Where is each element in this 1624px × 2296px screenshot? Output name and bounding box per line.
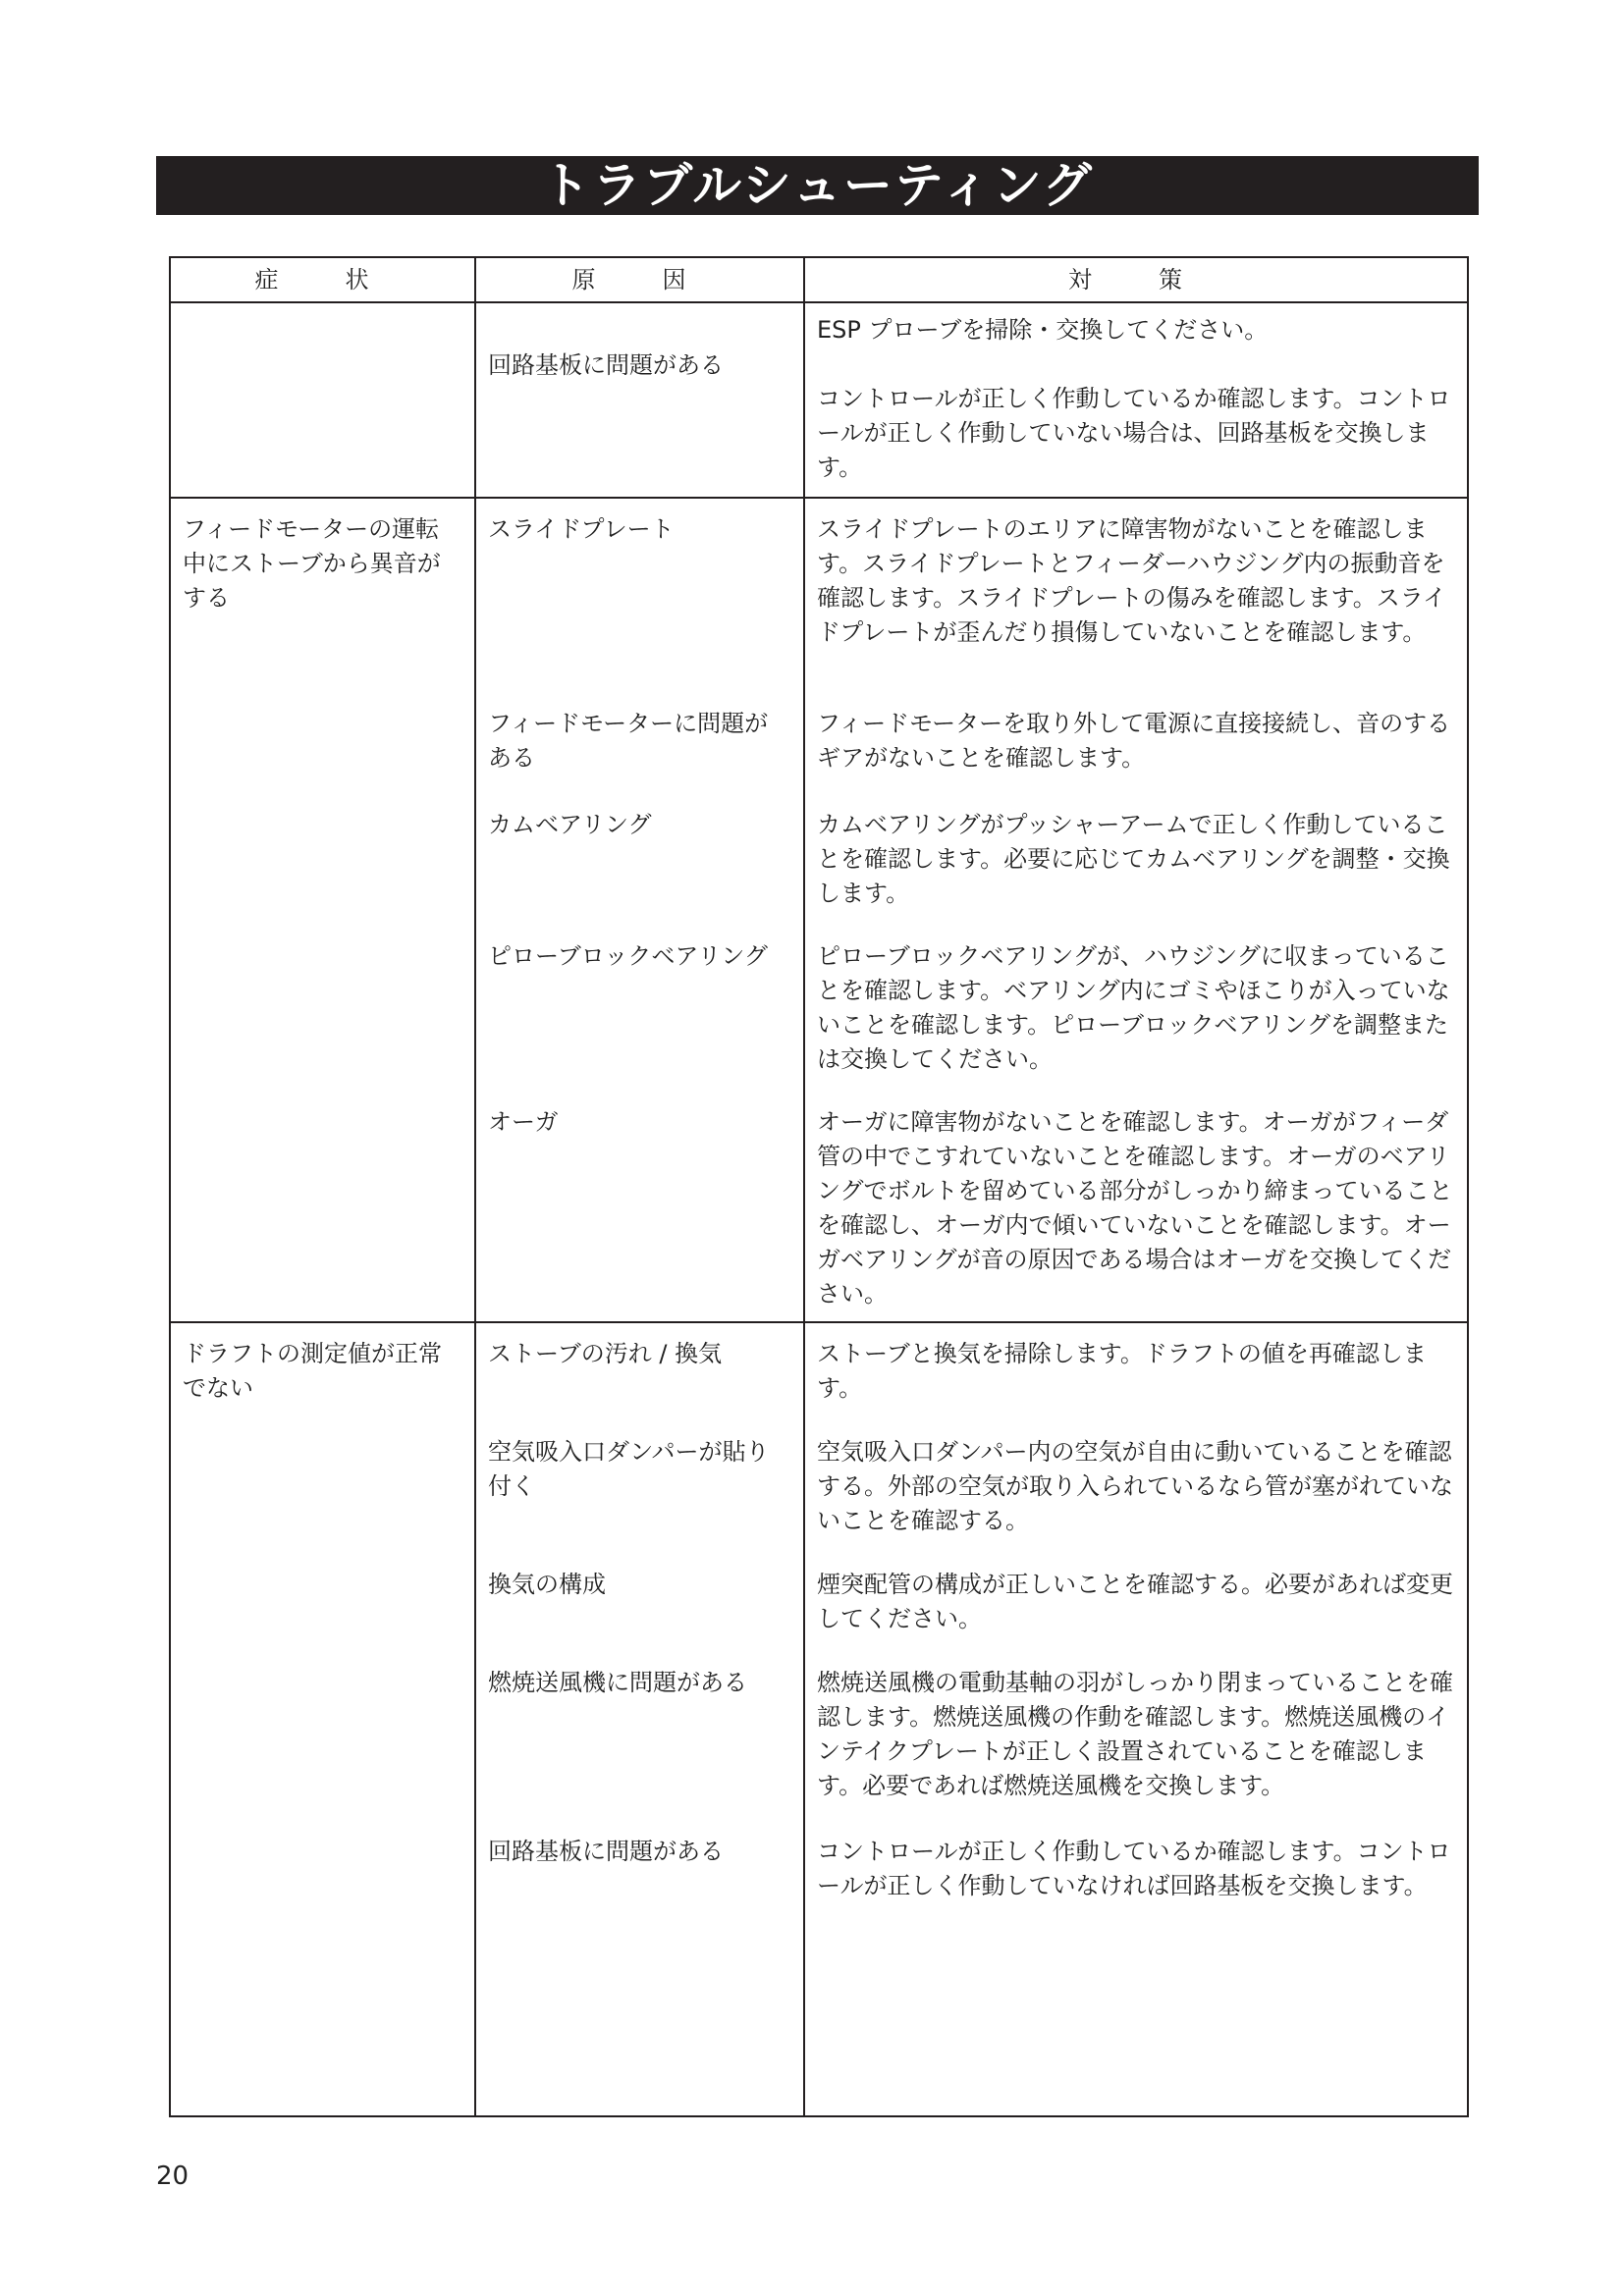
cause-text: 回路基板に問題がある: [488, 351, 724, 379]
cause-cell: [475, 498, 804, 1322]
remedy-text: カムベアリングがプッシャーアームで正しく作動していることを確認します。必要に応じてカムベアリングを調整・交換します。: [817, 811, 1450, 907]
remedy-cell: [804, 1322, 1468, 2116]
cause-cell: [475, 302, 804, 498]
cause-text: ピローブロックベアリング: [488, 942, 768, 970]
symptom-text: ドラフトの測定値が正常でない: [183, 1340, 442, 1402]
remedy-text: コントロールが正しく作動しているか確認します。コントロールが正しく作動していない場合は、回路基板を交換します。: [817, 385, 1451, 481]
remedy-text: 煙突配管の構成が正しいことを確認する。必要があれば変更してください。: [817, 1571, 1453, 1632]
cause-text: スライドプレート: [488, 515, 675, 543]
remedy-text: ESP プローブを掃除・交換してください。: [817, 316, 1269, 344]
remedy-cell: [804, 498, 1468, 1322]
remedy-text: 空気吸入口ダンパー内の空気が自由に動いていることを確認する。外部の空気が取り入られているなら管が塞がれていないことを確認する。: [817, 1438, 1453, 1534]
header-cause: 原 因: [475, 257, 804, 302]
cause-text: 換気の構成: [488, 1571, 606, 1598]
page-title: トラブルシューティング: [156, 156, 1479, 215]
remedy-text: スライドプレートのエリアに障害物がないことを確認します。スライドプレートとフィーダーハウジング内の振動音を確認します。スライドプレートの傷みを確認します。スライドプレートが歪んだり損傷していないことを確認します。: [817, 515, 1447, 646]
symptom-text: フィードモーターの運転中にストーブから異音がする: [183, 515, 441, 612]
table-header-row: [170, 257, 1468, 302]
troubleshooting-table: [169, 256, 1469, 2117]
cause-cell: [475, 1322, 804, 2116]
remedy-text: ストーブと換気を掃除します。ドラフトの値を再確認します。: [817, 1340, 1427, 1402]
cause-text: ストーブの汚れ / 換気: [488, 1340, 723, 1367]
cause-text: フィードモーターに問題がある: [488, 710, 769, 772]
remedy-text: コントロールが正しく作動しているか確認します。コントロールが正しく作動していなければ回路基板を交換します。: [817, 1838, 1451, 1899]
table-row: [170, 498, 1468, 1322]
symptom-cell: [170, 498, 475, 1322]
cause-text: 回路基板に問題がある: [488, 1838, 724, 1865]
page-number: 20: [156, 2162, 189, 2191]
remedy-cell: [804, 302, 1468, 498]
header-symptom: 症 状: [170, 257, 475, 302]
table-row: [170, 1322, 1468, 2116]
cause-text: カムベアリング: [488, 811, 652, 838]
cause-text: 燃焼送風機に問題がある: [488, 1669, 747, 1696]
symptom-cell: [170, 1322, 475, 2116]
cause-text: オーガ: [488, 1108, 559, 1136]
remedy-text: 燃焼送風機の電動基軸の羽がしっかり閉まっていることを確認します。燃焼送風機の作動を確認します。燃焼送風機のインテイクプレートが正しく設置されていることを確認します。必要であれば燃焼送風機を交換します。: [817, 1669, 1453, 1799]
remedy-text: ピローブロックベアリングが、ハウジングに収まっていることを確認します。ベアリング内にゴミやほこりが入っていないことを確認します。ピローブロックベアリングを調整または交換してください。: [817, 942, 1450, 1073]
symptom-cell: [170, 302, 475, 498]
header-remedy: 対 策: [804, 257, 1468, 302]
remedy-text: フィードモーターを取り外して電源に直接接続し、音のするギアがないことを確認します。: [817, 710, 1451, 772]
remedy-text: オーガに障害物がないことを確認します。オーガがフィーダ管の中でこすれていないことを確認します。オーガのベアリングでボルトを留めている部分がしっかり締まっていることを確認し、オーガ内で傾いていないことを確認します。オーガベアリングが音の原因である場合はオーガを交換してください。: [817, 1108, 1453, 1308]
table-row: [170, 302, 1468, 498]
cause-text: 空気吸入口ダンパーが貼り付く: [488, 1438, 770, 1500]
